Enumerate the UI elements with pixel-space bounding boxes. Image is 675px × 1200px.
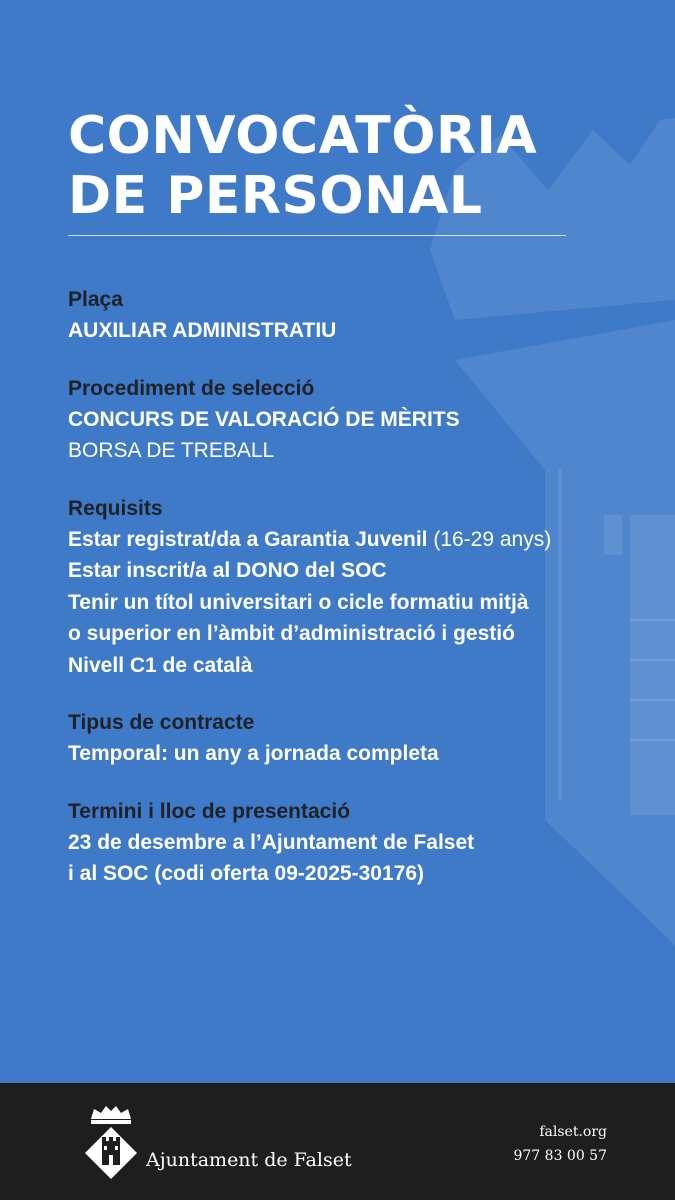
footer-phone[interactable]: 977 83 00 57	[513, 1148, 607, 1164]
termini-label: Termini i lloc de presentació	[68, 799, 351, 823]
footer-contact	[513, 1120, 607, 1168]
plaza-label: Plaça	[68, 288, 123, 311]
requisit-item-1	[68, 524, 648, 556]
title-divider	[68, 235, 566, 236]
section-requisits	[68, 493, 648, 682]
requisit-item-3a: Tenir un títol universitari o cicle formatiu mitjà	[68, 590, 529, 614]
contracte-value: Temporal: un any a jornada completa	[68, 742, 439, 765]
section-termini	[68, 796, 648, 890]
plaza-value: AUXILIAR ADMINISTRATIU	[68, 319, 337, 342]
termini-value-2: i al SOC (codi oferta 09-2025-30176)	[68, 862, 424, 885]
requisit-item-4: Nivell C1 de català	[68, 653, 253, 677]
requisits-label: Requisits	[68, 496, 163, 520]
falset-coat-of-arms-icon	[82, 1103, 140, 1183]
procediment-label: Procediment de selecció	[68, 376, 315, 400]
title-line-2: DE PERSONAL	[68, 166, 483, 226]
procediment-value-1: CONCURS DE VALORACIÓ DE MÈRITS	[68, 407, 460, 431]
requisit-item-3b: o superior en l’àmbit d’administració i gestió	[68, 622, 515, 645]
page-title	[68, 106, 648, 226]
termini-value-1: 23 de desembre a l’Ajuntament de Falset	[68, 830, 475, 854]
footer-website[interactable]: falset.org	[539, 1124, 607, 1140]
requisit-item-1-note: (16-29 anys)	[433, 527, 552, 551]
procediment-value-2: BORSA DE TREBALL	[68, 439, 275, 462]
requisit-item-2: Estar inscrit/a al DONO del SOC	[68, 559, 387, 582]
requisit-item-1-text: Estar registrat/da a Garantia Juvenil	[68, 527, 428, 551]
section-procediment	[68, 373, 648, 467]
contracte-label: Tipus de contracte	[68, 711, 255, 734]
footer	[0, 1083, 675, 1200]
title-line-1: CONVOCATÒRIA	[68, 106, 538, 166]
section-plaza	[68, 284, 648, 347]
content	[68, 106, 648, 916]
section-contracte	[68, 707, 648, 770]
footer-brand: Ajuntament de Falset	[146, 1149, 352, 1171]
